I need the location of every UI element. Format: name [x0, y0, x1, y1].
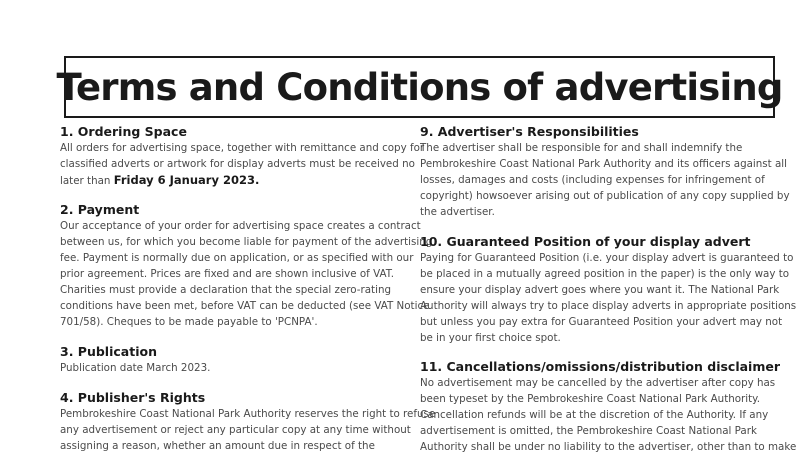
section-body [60, 360, 210, 376]
body-line: Paying for Guaranteed Position (i.e. your display advert is guaranteed to [420, 252, 794, 264]
body-line: 701/58). Cheques to be made payable to 'PCNPA'. [60, 316, 318, 328]
body-line: No advertisement may be cancelled by the advertiser after copy has [420, 377, 776, 389]
body-line: losses, damages and costs (including expenses for infringement of [420, 174, 765, 186]
section-publication [60, 344, 210, 376]
body-line: classified adverts or artwork for display adverts must be received no [60, 158, 415, 170]
deadline-date: Friday 6 January 2023. [113, 173, 260, 187]
section-cancellations [420, 359, 796, 455]
title-box [56, 56, 783, 118]
body-line: any advertisement or reject any particular copy at any time without [60, 424, 411, 436]
section-heading: 10. Guaranteed Position of your display advert [420, 234, 751, 249]
body-line: fee. Payment is normally due on application, or as specified with our [60, 252, 414, 264]
section-payment [60, 202, 432, 330]
section-heading: 4. Publisher's Rights [60, 390, 206, 405]
body-line: but unless you pay extra for Guaranteed Position your advert may not [420, 316, 783, 328]
section-heading: 9. Advertiser's Responsibilities [420, 124, 639, 139]
body-line: Pembrokeshire Coast National Park Authority reserves the right to refuse [60, 408, 436, 420]
body-line: between us, for which you become liable for payment of the advertising [60, 236, 433, 248]
section-guaranteed-position [420, 234, 796, 346]
section-heading: 2. Payment [60, 202, 140, 217]
section-body [60, 218, 432, 330]
page-title: Terms and Conditions of advertising [56, 65, 783, 109]
body-line: advertisement is omitted, the Pembrokeshire Coast National Park [420, 425, 757, 437]
section-body [420, 140, 790, 220]
section-heading: 11. Cancellations/omissions/distribution disclaimer [420, 359, 780, 374]
body-line: Pembrokeshire Coast National Park Authority and its officers against all [420, 158, 788, 170]
body-line: prior agreement. Prices are fixed and are shown inclusive of VAT. [60, 268, 395, 280]
body-line: the advertiser. [420, 206, 495, 218]
section-advertisers-responsibilities [420, 124, 790, 220]
section-publishers-rights [60, 390, 435, 454]
deadline-prefix: later than [60, 175, 114, 187]
section-body [60, 140, 424, 189]
body-line: Publication date March 2023. [60, 362, 211, 374]
body-line: conditions have been met, before VAT can be deducted (see VAT Notice [60, 300, 430, 312]
body-line: copyright) howsoever arising out of publication of any copy supplied by [420, 190, 790, 202]
body-line: Our acceptance of your order for advertising space creates a contract [60, 220, 421, 232]
body-line: been typeset by the Pembrokeshire Coast National Park Authority. [420, 393, 761, 405]
section-heading: 3. Publication [60, 344, 157, 359]
body-line: Cancellation refunds will be at the discretion of the Authority. If any [420, 409, 769, 421]
section-heading: 1. Ordering Space [60, 124, 187, 139]
section-body [420, 375, 796, 455]
section-body [420, 250, 796, 346]
body-line: Charities must provide a declaration that the special zero-rating [60, 284, 392, 296]
body-line: be placed in a mutually agreed position in the paper) is the only way to [420, 268, 790, 280]
body-line: The advertiser shall be responsible for and shall indemnify the [420, 142, 743, 154]
section-ordering-space [60, 124, 424, 189]
section-body [60, 406, 435, 454]
body-line: All orders for advertising space, together with remittance and copy for [60, 142, 425, 154]
body-line: assigning a reason, whether an amount due in respect of the [60, 440, 375, 452]
body-line-deadline [60, 172, 424, 189]
body-line: ensure your display advert goes where you want it. The National Park [420, 284, 780, 296]
body-line: be in your first choice spot. [420, 332, 561, 344]
body-line: Authority will always try to place display adverts in appropriate positions [420, 300, 797, 312]
body-line: Authority shall be under no liability to the advertiser, other than to make [420, 441, 797, 453]
